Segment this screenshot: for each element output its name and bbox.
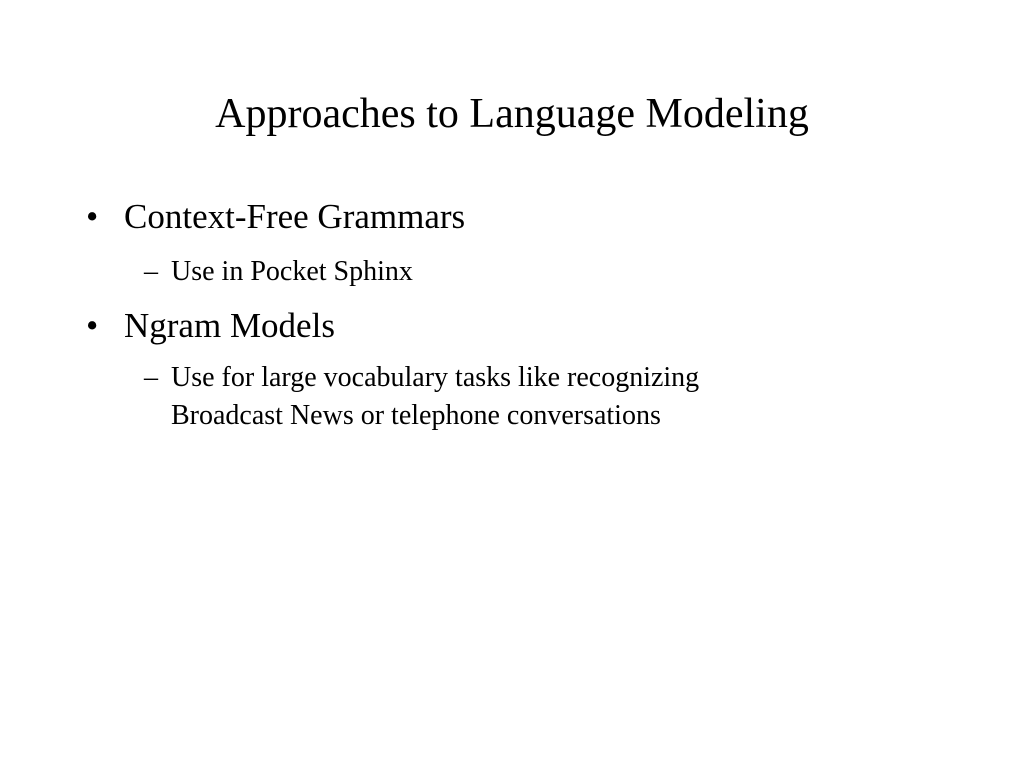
sub-bullet-text bbox=[171, 359, 871, 435]
sub-bullet-text-line-2: Broadcast News or telephone conversations bbox=[171, 400, 661, 431]
bullet-marker: • bbox=[86, 306, 99, 345]
bullet-text: Context-Free Grammars bbox=[124, 197, 466, 236]
sub-bullet-marker: – bbox=[144, 256, 158, 287]
sub-bullet-text-line-1: Use for large vocabulary tasks like recognizing bbox=[171, 362, 700, 393]
bullet-text: Ngram Models bbox=[124, 306, 335, 345]
bullet-marker: • bbox=[86, 197, 99, 236]
sub-bullet-marker: – bbox=[144, 362, 158, 393]
sub-bullet-text: Use in Pocket Sphinx bbox=[171, 256, 413, 287]
slide-title: Approaches to Language Modeling bbox=[215, 91, 809, 137]
